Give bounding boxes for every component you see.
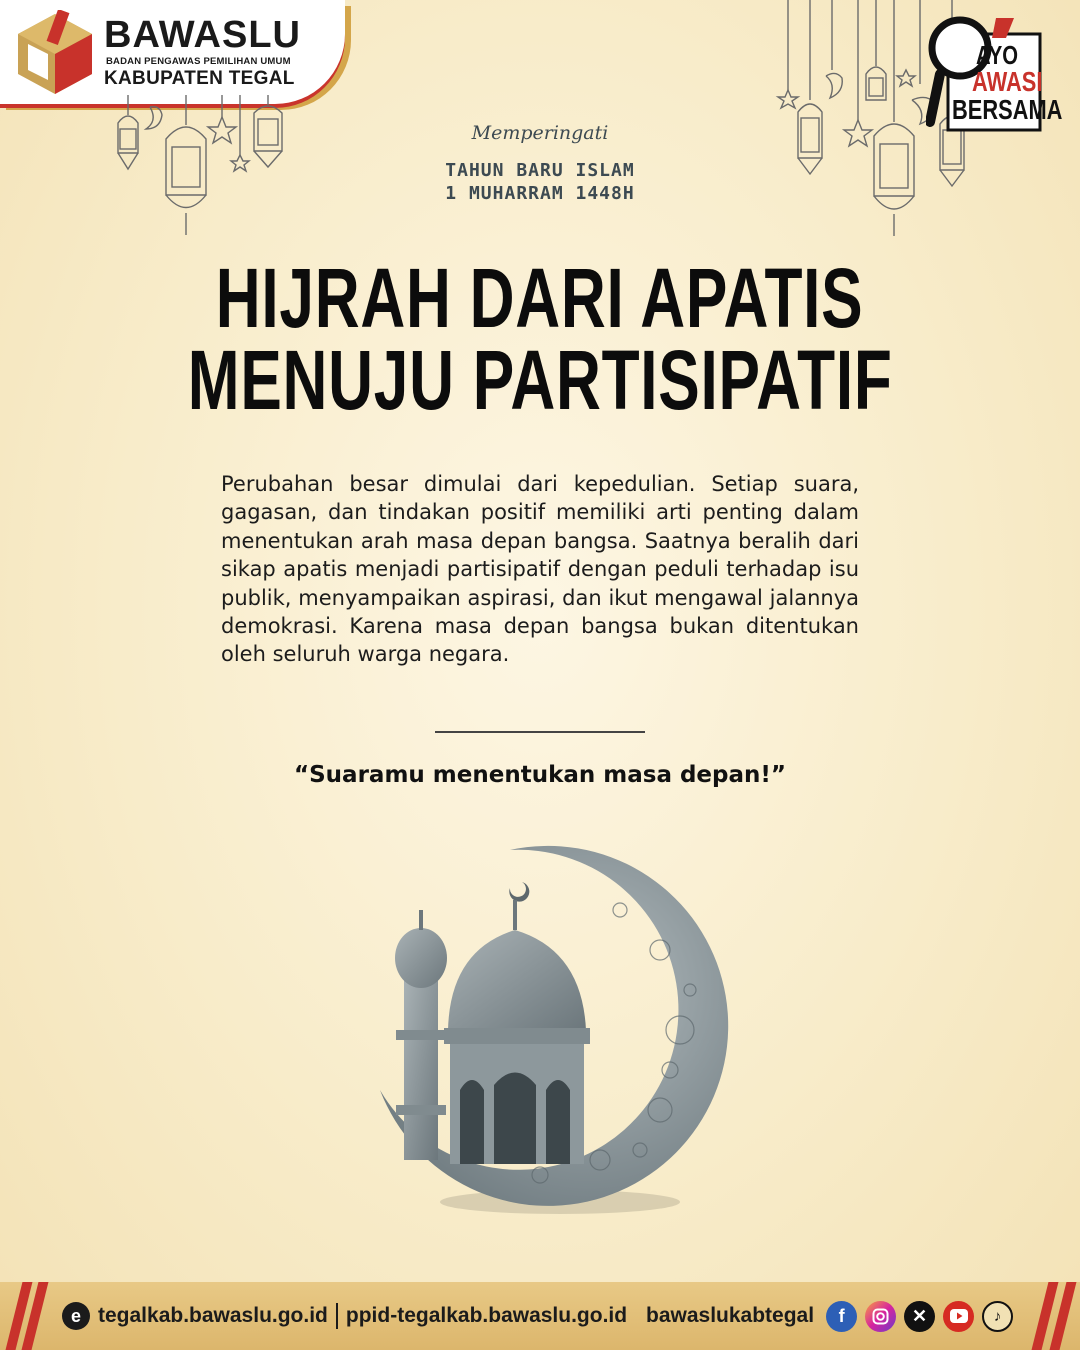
- facebook-icon[interactable]: f: [826, 1301, 857, 1332]
- bawaslu-logo: [0, 0, 345, 104]
- kicker-text: Memperingati: [471, 122, 609, 144]
- instagram-icon[interactable]: [865, 1301, 896, 1332]
- event-line-2: 1 MUHARRAM 1448H: [445, 183, 635, 204]
- tiktok-icon[interactable]: ♪: [982, 1301, 1013, 1332]
- brand-subtitle: BADAN PENGAWAS PEMILIHAN UMUM: [106, 56, 291, 67]
- badge-line-1: AYO: [976, 40, 1019, 70]
- ayo-awasi-bersama-badge: [926, 12, 1063, 136]
- footer-social: [646, 1300, 1013, 1332]
- divider: [435, 731, 645, 733]
- mosque-crescent-illustration: [360, 830, 740, 1230]
- brand-region: KABUPATEN TEGAL: [104, 68, 295, 89]
- ppid-link[interactable]: ppid-tegalkab.bawaslu.go.id: [345, 1304, 628, 1327]
- bawaslu-emblem-icon: [14, 10, 96, 98]
- web-icon: e: [62, 1302, 90, 1330]
- body-paragraph: Perubahan besar dimulai dari kepedulian. Setiap suara, gagasan, dan tindakan positif memiliki arti penting dalam menentukan arah masa depan bangsa. Saatnya beralih dari sikap apatis menjadi partisipatif dengan peduli terhadap isu publik, menyampaikan aspirasi, dan ikut mengawal jalannya demokrasi. Karena masa depan bangsa bukan ditentukan oleh seluruh warga negara.: [221, 472, 859, 667]
- footer-websites: [62, 1300, 627, 1332]
- title-line-1-text: HIJRAH DARI APATIS: [216, 251, 864, 345]
- event-line-1: TAHUN BARU ISLAM: [445, 160, 635, 181]
- quote-text: “Suaramu menentukan masa depan!”: [294, 762, 786, 788]
- brand-name: BAWASLU: [104, 14, 301, 56]
- title-line-2-text: MENUJU PARTISIPATIF: [187, 333, 893, 427]
- badge-line-2: AWASI: [972, 66, 1043, 97]
- youtube-icon[interactable]: [943, 1301, 974, 1332]
- title-line-1: [0, 251, 1080, 345]
- social-handle: bawaslukabtegal: [646, 1304, 815, 1327]
- title-line-2: [0, 333, 1080, 427]
- badge-line-3: BERSAMA: [952, 94, 1063, 125]
- website-link[interactable]: tegalkab.bawaslu.go.id: [98, 1304, 328, 1327]
- separator: [336, 1303, 338, 1329]
- x-icon[interactable]: ✕: [904, 1301, 935, 1332]
